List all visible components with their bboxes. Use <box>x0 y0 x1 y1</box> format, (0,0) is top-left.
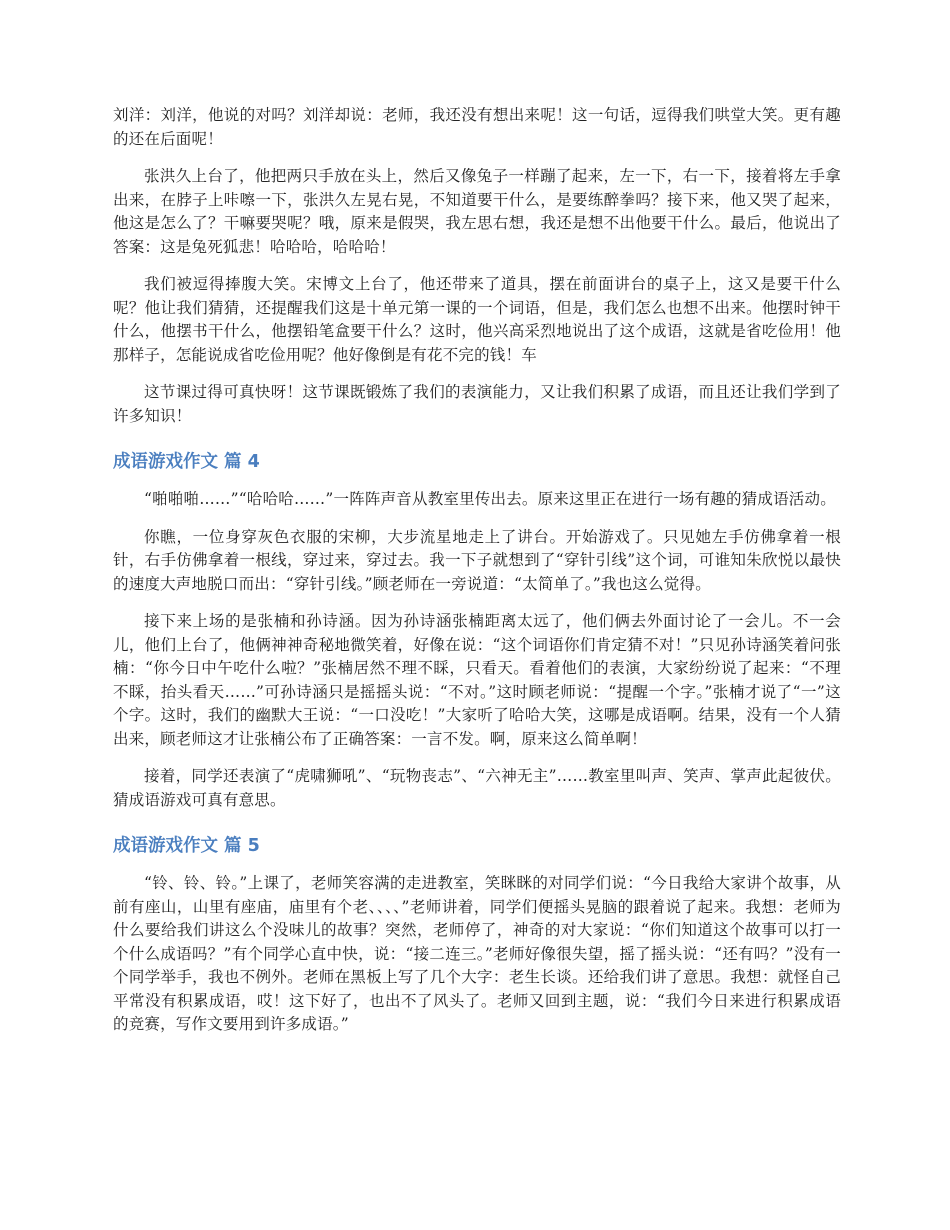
heading-number: 篇 5 <box>224 836 260 856</box>
paragraph: 这节课过得可真快呀！这节课既锻炼了我们的表演能力，又让我们积累了成语，而且还让我们学到了许多知识！ <box>113 383 841 425</box>
heading-number: 篇 4 <box>224 452 260 472</box>
section-heading-4 <box>113 450 841 474</box>
section-heading-5 <box>113 834 841 858</box>
paragraph: 你瞧，一位身穿灰色衣服的宋柳，大步流星地走上了讲台。开始游戏了。只见她左手仿佛拿着一根针，右手仿佛拿着一根线，穿过来，穿过去。我一下子就想到了“穿针引线”这个词，可谁知朱欣悦以最快的速度大声地脱口而出：“穿针引线。”顾老师在一旁说道：“太简单了。”我也这么觉得。 <box>113 527 841 593</box>
paragraph: 接下来上场的是张楠和孙诗涵。因为孙诗涵张楠距离太远了，他们俩去外面讨论了一会儿。不一会儿，他们上台了，他俩神神奇秘地微笑着，好像在说：“这个词语你们肯定猜不对！”只见孙诗涵笑着问张楠：“你今日中午吃什么啦？”张楠居然不理不睬，只看天。看着他们的表演，大家纷纷说了起来：“不理不睬，抬头看天……”可孙诗涵只是摇摇头说：“不对。”这时顾老师说：“提醒一个字。”张楠才说了“一”这个字。这时，我们的幽默大王说：“一口没吃！”大家听了哈哈大笑，这哪是成语啊。结果，没有一个人猜出来，顾老师这才让张楠公布了正确答案：一言不发。啊，原来这么简单啊！ <box>113 612 841 748</box>
document-page <box>113 104 841 1051</box>
heading-title: 成语游戏作文 <box>113 836 218 856</box>
paragraph: 接着，同学还表演了“虎啸狮吼”、“玩物丧志”、“六神无主”……教室里叫声、笑声、掌声此起彼伏。猜成语游戏可真有意思。 <box>113 767 841 809</box>
paragraph: “啪啪啪……”“哈哈哈……”一阵阵声音从教室里传出去。原来这里正在进行一场有趣的猜成语活动。 <box>144 490 836 508</box>
paragraph: 我们被逗得捧腹大笑。宋博文上台了，他还带来了道具，摆在前面讲台的桌子上，这又是要干什么呢？他让我们猜猜，还提醒我们这是十单元第一课的一个词语，但是，我们怎么也想不出来。他摆时钟干什么，他摆书干什么，他摆铅笔盒要干什么？这时，他兴高采烈地说出了这个成语，这就是省吃俭用！他那样子，怎能说成省吃俭用呢？他好像倒是有花不完的钱！车 <box>113 275 841 364</box>
paragraph: “铃、铃、铃。”上课了，老师笑容满的走进教室，笑眯眯的对同学们说：“今日我给大家讲个故事，从前有座山，山里有座庙，庙里有个老、、、、”老师讲着，同学们便摇头晃脑的跟着说了起来。我想：老师为什么要给我们讲这么个没味儿的故事？突然，老师停了，神奇的对大家说：“你们知道这个故事可以打一个什么成语吗？”有个同学心直中快，说：“接二连三。”老师好像很失望，摇了摇头说：“还有吗？”没有一个同学举手，我也不例外。老师在黑板上写了几个大字：老生长谈。还给我们讲了意思。我想：就怪自己平常没有积累成语，哎！这下好了，也出不了风头了。老师又回到主题，说：“我们今日来进行积累成语的竞赛，写作文要用到许多成语。” <box>113 874 841 1033</box>
heading-title: 成语游戏作文 <box>113 452 218 472</box>
paragraph: 张洪久上台了，他把两只手放在头上，然后又像兔子一样蹦了起来，左一下，右一下，接着将左手拿出来，在脖子上咔嚓一下，张洪久左晃右晃，不知道要干什么，是要练醉拳吗？接下来，他又哭了起来，他这是怎么了？干嘛要哭呢？哦，原来是假哭，我左思右想，我还是想不出他要干什么。最后，他说出了答案：这是兔死狐悲！哈哈哈，哈哈哈！ <box>113 167 841 256</box>
paragraph: 刘洋：刘洋，他说的对吗？刘洋却说：老师，我还没有想出来呢！这一句话，逗得我们哄堂大笑。更有趣的还在后面呢！ <box>113 106 841 148</box>
